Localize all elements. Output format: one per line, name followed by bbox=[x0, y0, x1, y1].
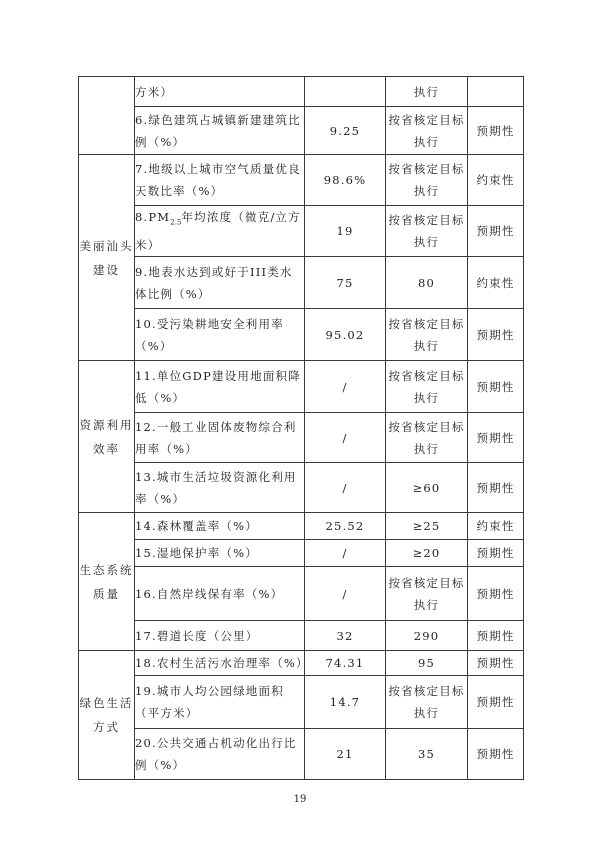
target-value-cell: ≥25 bbox=[386, 513, 468, 540]
indicator-cell: 19.城市人均公园绿地面积（平方米） bbox=[135, 676, 305, 729]
property-cell: 预期性 bbox=[468, 206, 524, 257]
category-label: 绿色生活方式 bbox=[79, 651, 135, 780]
current-value-cell: 32 bbox=[305, 621, 386, 651]
target-value-cell: 290 bbox=[386, 621, 468, 651]
table-row bbox=[79, 651, 524, 676]
property-cell: 预期性 bbox=[468, 651, 524, 676]
property-cell: 约束性 bbox=[468, 155, 524, 206]
table-row bbox=[79, 257, 524, 309]
current-value-cell: 74.31 bbox=[305, 651, 386, 676]
property-cell: 预期性 bbox=[468, 107, 524, 155]
target-value-cell: 35 bbox=[386, 729, 468, 780]
indicator-cell: 17.碧道长度（公里） bbox=[135, 621, 305, 651]
target-value-cell: 95 bbox=[386, 651, 468, 676]
property-cell: 约束性 bbox=[468, 513, 524, 540]
indicator-cell: 15.湿地保护率（%） bbox=[135, 540, 305, 567]
current-value-cell: 75 bbox=[305, 257, 386, 309]
indicator-suffix: 年均浓度（微克/立方米） bbox=[135, 210, 301, 252]
current-value-cell: / bbox=[305, 567, 386, 621]
indicator-cell: 9.地表水达到或好于III类水体比例（%） bbox=[135, 257, 305, 309]
indicator-cell: 7.地级以上城市空气质量优良天数比率（%） bbox=[135, 155, 305, 206]
indicator-cell: 13.城市生活垃圾资源化利用率（%） bbox=[135, 463, 305, 513]
current-value-cell: 19 bbox=[305, 206, 386, 257]
page-number: 19 bbox=[293, 794, 307, 805]
property-cell: 预期性 bbox=[468, 621, 524, 651]
category-cell-continued bbox=[79, 77, 135, 155]
property-cell: 预期性 bbox=[468, 463, 524, 513]
indicator-cell: 18.农村生活污水治理率（%） bbox=[135, 651, 305, 676]
table-row bbox=[79, 621, 524, 651]
table-row bbox=[79, 540, 524, 567]
property-cell bbox=[468, 77, 524, 107]
category-label: 资源利用效率 bbox=[79, 361, 135, 513]
table-row bbox=[79, 77, 524, 107]
current-value-cell: 98.6% bbox=[305, 155, 386, 206]
indicator-table bbox=[78, 76, 524, 780]
indicator-prefix: 8.PM bbox=[135, 210, 171, 225]
indicator-cell: 10.受污染耕地安全利用率（%） bbox=[135, 309, 305, 361]
table-row bbox=[79, 413, 524, 463]
property-cell: 预期性 bbox=[468, 309, 524, 361]
table-row bbox=[79, 513, 524, 540]
current-value-cell: 21 bbox=[305, 729, 386, 780]
indicator-cell: 20.公共交通占机动化出行比例（%） bbox=[135, 729, 305, 780]
current-value-cell: 14.7 bbox=[305, 676, 386, 729]
indicator-cell: 12.一般工业固体废物综合利用率（%） bbox=[135, 413, 305, 463]
indicator-cell: 11.单位GDP建设用地面积降低（%） bbox=[135, 361, 305, 413]
current-value-cell: 25.52 bbox=[305, 513, 386, 540]
current-value-cell: / bbox=[305, 361, 386, 413]
target-value-cell: 按省核定目标执行 bbox=[386, 107, 468, 155]
target-value-cell: 执行 bbox=[386, 77, 468, 107]
target-value-cell: 按省核定目标执行 bbox=[386, 155, 468, 206]
target-value-cell: 按省核定目标执行 bbox=[386, 309, 468, 361]
table-row bbox=[79, 729, 524, 780]
target-value-cell: 按省核定目标执行 bbox=[386, 567, 468, 621]
current-value-cell: / bbox=[305, 413, 386, 463]
table-row bbox=[79, 361, 524, 413]
property-cell: 预期性 bbox=[468, 540, 524, 567]
target-value-cell: 按省核定目标执行 bbox=[386, 361, 468, 413]
target-value-cell: 按省核定目标执行 bbox=[386, 413, 468, 463]
indicator-cell bbox=[135, 206, 305, 257]
target-value-cell: ≥60 bbox=[386, 463, 468, 513]
table-row bbox=[79, 567, 524, 621]
table-row bbox=[79, 309, 524, 361]
target-value-cell: 按省核定目标执行 bbox=[386, 676, 468, 729]
indicator-cell: 14.森林覆盖率（%） bbox=[135, 513, 305, 540]
table-row bbox=[79, 206, 524, 257]
indicator-subscript: 2.5 bbox=[170, 218, 182, 227]
property-cell: 预期性 bbox=[468, 361, 524, 413]
table-row bbox=[79, 107, 524, 155]
property-cell: 预期性 bbox=[468, 413, 524, 463]
table-row bbox=[79, 463, 524, 513]
target-value-cell: 80 bbox=[386, 257, 468, 309]
target-value-cell: 按省核定目标执行 bbox=[386, 206, 468, 257]
current-value-cell bbox=[305, 77, 386, 107]
indicator-cell: 16.自然岸线保有率（%） bbox=[135, 567, 305, 621]
indicator-cell: 6.绿色建筑占城镇新建建筑比例（%） bbox=[135, 107, 305, 155]
current-value-cell: / bbox=[305, 540, 386, 567]
table-row bbox=[79, 155, 524, 206]
property-cell: 约束性 bbox=[468, 257, 524, 309]
table-row bbox=[79, 676, 524, 729]
current-value-cell: 9.25 bbox=[305, 107, 386, 155]
current-value-cell: 95.02 bbox=[305, 309, 386, 361]
category-label: 美丽汕头建设 bbox=[79, 155, 135, 361]
property-cell: 预期性 bbox=[468, 676, 524, 729]
property-cell: 预期性 bbox=[468, 567, 524, 621]
indicator-cell: 方米） bbox=[135, 77, 305, 107]
category-label: 生态系统质量 bbox=[79, 513, 135, 651]
property-cell: 预期性 bbox=[468, 729, 524, 780]
target-value-cell: ≥20 bbox=[386, 540, 468, 567]
current-value-cell: / bbox=[305, 463, 386, 513]
